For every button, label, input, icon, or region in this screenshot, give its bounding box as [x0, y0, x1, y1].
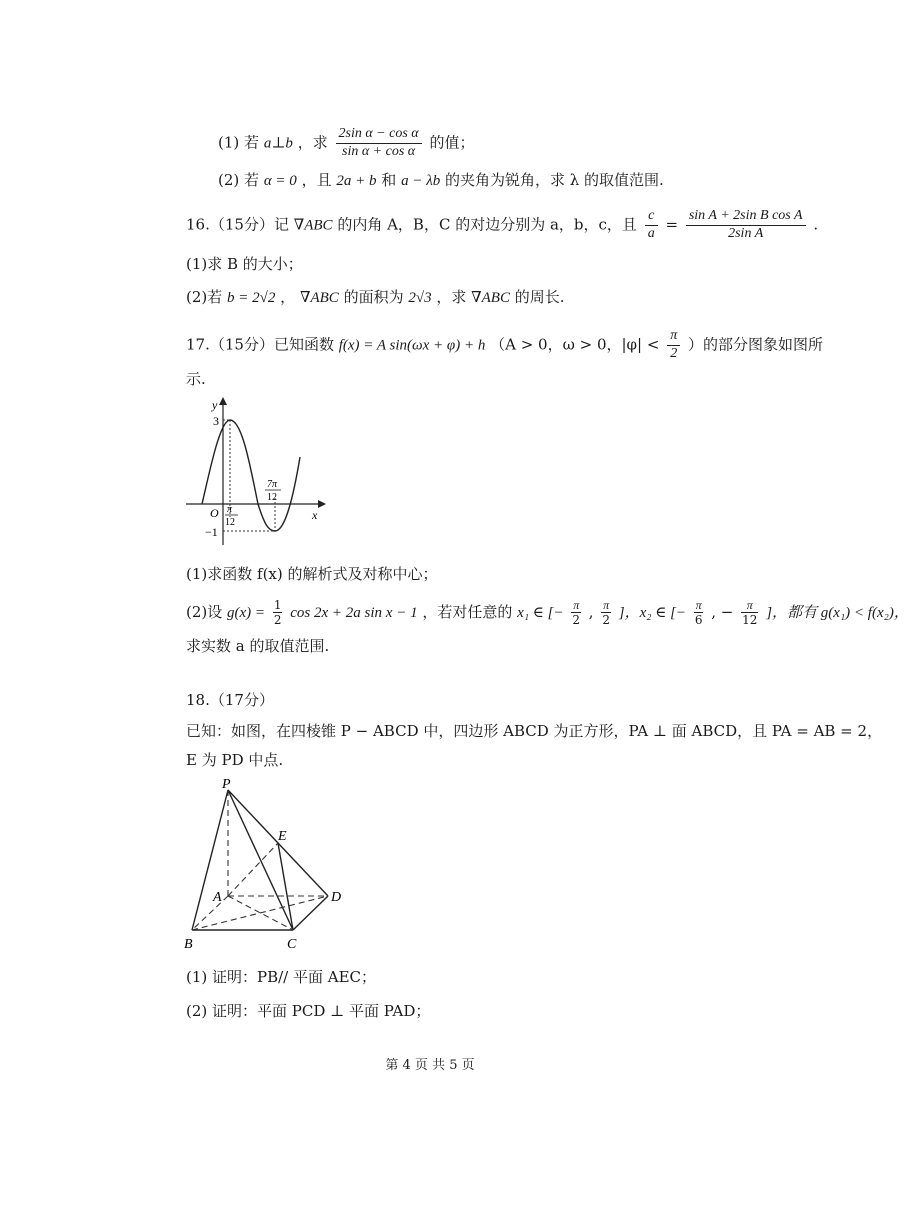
- q15-p2-tail: 的夹角为锐角，求 λ 的取值范围.: [445, 171, 664, 189]
- q15-p2-label: (2) 若: [218, 171, 260, 189]
- x-axis-label: x: [312, 508, 318, 522]
- q16-equals: =: [665, 215, 679, 234]
- q16-fraction-c-over-a: [645, 208, 658, 243]
- vertex-C: C: [287, 937, 297, 952]
- q17-p2-b: g(x) =: [227, 604, 266, 621]
- fraction-denominator: a: [647, 225, 655, 241]
- q17-fraction-3: [694, 598, 704, 628]
- q15-p1-tail: 的值；: [429, 133, 475, 152]
- q16-end: .: [813, 215, 819, 234]
- edge-AB: [192, 896, 228, 930]
- fraction-numerator: c: [645, 208, 658, 226]
- q15-p2-vector2: a − λb: [401, 173, 441, 189]
- tick-pi-12-num: π: [227, 504, 233, 515]
- q16-p2-h: ∇ABC: [471, 290, 510, 306]
- origin-label: O: [210, 506, 219, 520]
- q16-desc: 的内角 A，B，C 的对边分别为 a，b，c，且: [337, 215, 637, 234]
- q16-part1: (1)求 B 的大小；: [186, 255, 303, 273]
- q17-condition-a: （A > 0，ω > 0，|φ| <: [490, 335, 660, 354]
- y-max-label: 3: [213, 414, 219, 428]
- vertex-P: P: [222, 777, 231, 792]
- fraction-denominator: 2: [670, 345, 678, 361]
- q16-p2-c: ，: [280, 288, 296, 306]
- q17-p2-a: (2)设: [186, 602, 223, 621]
- q17-stem-line2: 示.: [186, 370, 206, 388]
- q17-p2-i: , −: [711, 602, 734, 621]
- q17-fraction-2: [601, 598, 611, 628]
- q15-p2-and: 和: [381, 171, 397, 189]
- fraction-denominator: 12: [742, 613, 758, 628]
- fraction-numerator: π: [573, 598, 580, 612]
- q18-line2: E 为 PD 中点.: [186, 751, 284, 769]
- q17-function: f(x) = A sin(ωx + φ) + h: [338, 337, 486, 354]
- vertex-A: A: [213, 890, 222, 905]
- q18-pyramid-figure: [180, 778, 350, 953]
- edge-PC: [228, 790, 293, 930]
- q17-part2-line2: 求实数 a 的取值范围.: [186, 637, 330, 655]
- q18-part2: (2) 证明：平面 PCD ⊥ 平面 PAD；: [186, 1002, 431, 1020]
- q17-p2-e: x₁ ∈ [−: [517, 604, 564, 621]
- fraction-numerator: sin A + 2sin B cos A: [686, 208, 806, 226]
- q16-triangle: ∇ABC: [293, 217, 333, 234]
- q15-part1: [218, 126, 474, 161]
- q17-fraction-half: [273, 598, 283, 628]
- fraction-denominator: 6: [694, 613, 703, 628]
- fraction-denominator: 2sin A: [728, 225, 764, 241]
- fraction-numerator: 2sin α − cos α: [336, 126, 422, 144]
- q17-fraction-1: [571, 598, 581, 628]
- fraction-numerator: π: [603, 598, 610, 612]
- q16-p2-g: ，求: [436, 288, 467, 306]
- q17-stem: [186, 328, 823, 363]
- fraction-numerator: π: [741, 598, 758, 613]
- q17-fraction-pi-over-2: [667, 328, 680, 363]
- edge-CD: [293, 896, 328, 930]
- page-footer: 第 4 页 共 5 页: [385, 1058, 475, 1073]
- y-axis-label: y: [212, 398, 218, 412]
- q17-p2-c: cos 2x + 2a sin x − 1: [290, 604, 418, 621]
- q18-line1: 已知：如图，在四棱锥 P − ABCD 中，四边形 ABCD 为正方形，PA ⊥ 面 ABCD，且 PA = AB = 2，: [186, 722, 883, 740]
- edge-PB: [192, 790, 228, 930]
- q16-head: 16.（15分）记: [186, 215, 289, 234]
- fraction-denominator: sin α + cos α: [342, 143, 416, 159]
- vertex-B: B: [184, 937, 193, 952]
- fraction-denominator: 2: [273, 613, 282, 628]
- y-axis-arrow-icon: [219, 397, 227, 405]
- tick-7pi-12-num: 7π: [267, 479, 278, 490]
- fraction-denominator: 2: [602, 613, 610, 628]
- q17-part1: (1)求函数 f(x) 的解析式及对称中心；: [186, 565, 438, 583]
- q15-p2-mid: ，且: [301, 171, 332, 189]
- q15-p1-fraction: [336, 126, 422, 161]
- q15-p1-ask: ，求: [297, 133, 328, 152]
- x-axis-arrow-icon: [318, 500, 326, 508]
- vertex-D: D: [331, 890, 342, 905]
- q16-p2-b: b = 2√2: [227, 290, 276, 306]
- q17-p2-d: ，若对任意的: [422, 602, 513, 621]
- y-min-label: −1: [205, 525, 218, 539]
- q17-p2-j: ]，都有 g(x₁) < f(x₂)，: [766, 604, 909, 621]
- q18-part1: (1) 证明：PB// 平面 AEC；: [186, 968, 377, 986]
- q16-fraction-rhs: [686, 208, 806, 243]
- edge-AE: [228, 843, 278, 896]
- q15-p2-condition: α = 0: [263, 173, 297, 189]
- q17-p2-h: ]，x₂ ∈ [−: [618, 604, 687, 621]
- q16-part2: [186, 288, 565, 307]
- tick-7pi-12-den: 12: [267, 492, 277, 503]
- fraction-denominator: 2: [572, 613, 581, 628]
- tick-pi-12-den: 12: [225, 517, 235, 528]
- q16-p2-i: 的周长.: [514, 288, 565, 306]
- q16-p2-a: (2)若: [186, 288, 223, 306]
- q18-head: 18.（17分）: [186, 691, 274, 709]
- q16-p2-d: ∇ABC: [299, 290, 339, 306]
- fraction-numerator: 1: [273, 598, 282, 612]
- q15-p1-label: (1) 若: [218, 133, 260, 152]
- q16-p2-e: 的面积为: [343, 288, 404, 306]
- q17-function-graph: [180, 395, 330, 550]
- q17-head: 17.（15分）已知函数: [186, 335, 334, 354]
- q17-p2-g: ,: [588, 602, 594, 621]
- vertex-E: E: [278, 829, 287, 844]
- q15-p2-vector1: 2a + b: [336, 173, 377, 189]
- q16-p2-f: 2√3: [408, 290, 432, 306]
- q17-part2: [186, 598, 909, 628]
- q15-part2: [218, 171, 664, 190]
- q17-condition-b: ）的部分图象如图所: [688, 335, 824, 354]
- fraction-numerator: π: [667, 328, 680, 346]
- q16-stem: [186, 208, 818, 243]
- fraction-numerator: π: [695, 598, 702, 612]
- q15-p1-condition: a⊥b: [263, 135, 293, 152]
- q17-fraction-4: [741, 598, 758, 628]
